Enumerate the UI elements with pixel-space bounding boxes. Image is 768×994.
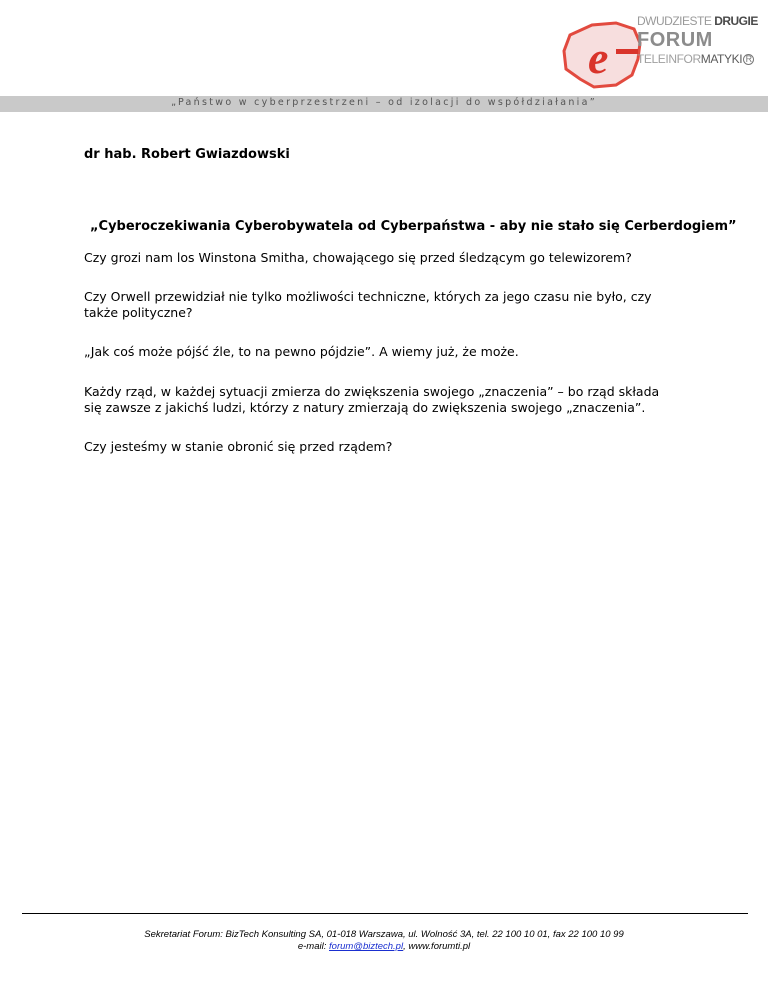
- email-link[interactable]: forum@biztech.pl: [329, 941, 404, 952]
- website-text: , www.forumti.pl: [403, 941, 471, 952]
- logo-line3-dark: MATYKI: [700, 52, 743, 66]
- paragraph: Czy grozi nam los Winstona Smitha, chowającego się przed śledzącym go telewizorem?: [84, 250, 632, 265]
- footer-address: Sekretariat Forum: BizTech Konsulting SA, 01-018 Warszawa, ul. Wolność 3A, tel. 22 100 10 01, fax 22 100 10 99: [144, 929, 624, 940]
- header-banner: [0, 96, 768, 112]
- forum-logo-text: [637, 15, 758, 65]
- logo-line1-dark: DRUGIE: [714, 14, 758, 28]
- paragraph: „Jak coś może pójść źle, to na pewno pójdzie”. A wiemy już, że może.: [84, 344, 519, 359]
- email-label: e-mail:: [297, 941, 330, 952]
- e-mark: e: [588, 32, 609, 83]
- author-name: dr hab. Robert Gwiazdowski: [84, 147, 290, 162]
- footer: [0, 929, 768, 953]
- footer-contact: [0, 941, 768, 953]
- logo-forum: FORUM: [637, 29, 713, 51]
- paragraph: Czy jesteśmy w stanie obronić się przed rządem?: [84, 439, 393, 454]
- logo-line1-light: DWUDZIESTE: [637, 14, 712, 28]
- article-title: „Cyberoczekiwania Cyberobywatela od Cyberpaństwa - aby nie stało się Cerberdogiem”: [90, 219, 737, 234]
- paragraph: Każdy rząd, w każdej sytuacji zmierza do zwiększenia swojego „znaczenia” – bo rząd składa się zawsze z jakichś ludzi, którzy z natury zmierzają do zwiększenia swojego „znaczenia”.: [84, 384, 660, 415]
- banner-motto: „Państwo w cyberprzestrzeni – od izolacji do współdziałania”: [171, 97, 597, 108]
- footer-divider: [22, 913, 748, 914]
- registered-icon: R: [743, 54, 754, 65]
- logo-line3-light: TELEINFOR: [637, 52, 701, 66]
- paragraph: Czy Orwell przewidział nie tylko możliwości techniczne, których za jego czasu nie było, czy także polityczne?: [84, 289, 652, 320]
